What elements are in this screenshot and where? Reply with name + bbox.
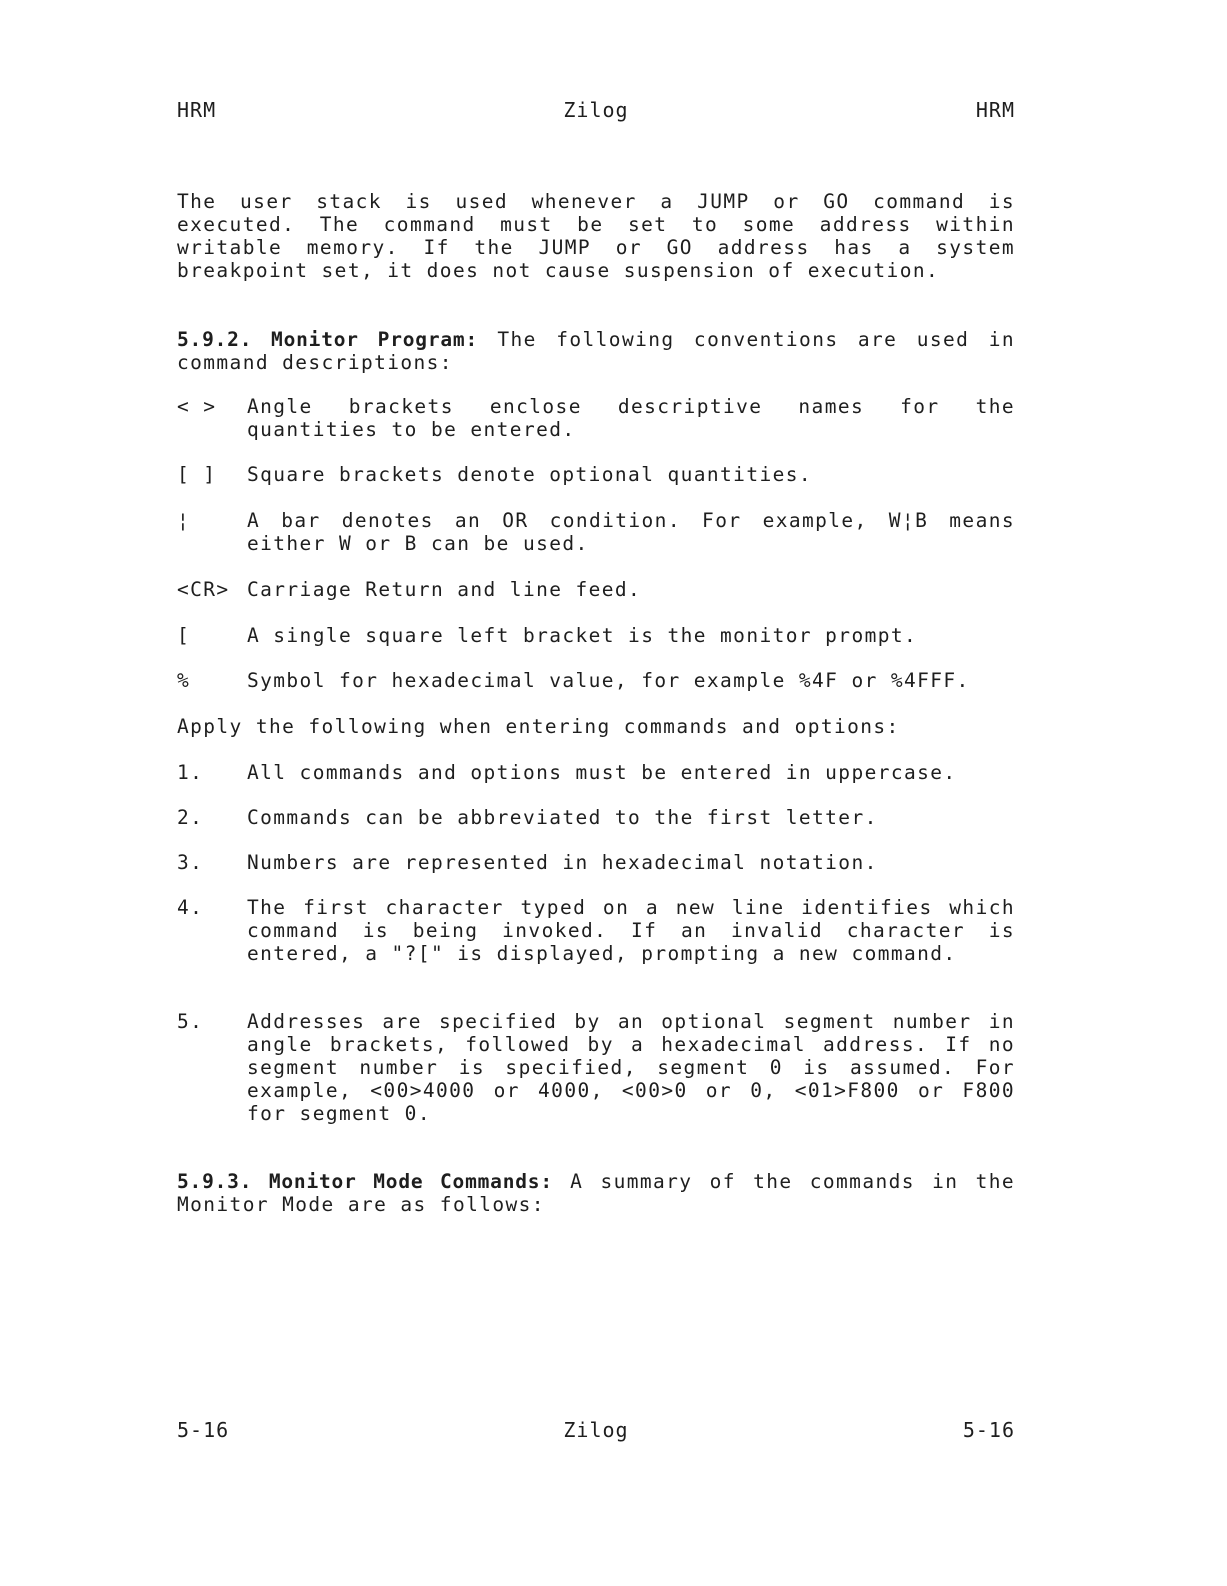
- convention-symbol: [ ]: [177, 463, 217, 486]
- section-5-9-3-text: A summary of the commands in the Monitor Mode are as follows:: [177, 1170, 1015, 1216]
- rule-number: 2.: [177, 806, 204, 829]
- rule-number: 4.: [177, 896, 204, 919]
- section-5-9-2-text: The following conventions are used in command descriptions:: [177, 328, 1015, 374]
- convention-text: Carriage Return and line feed.: [247, 578, 642, 601]
- rule-number: 5.: [177, 1010, 204, 1033]
- rule-text: The first character typed on a new line identifies which command is being invoked. If an invalid character is entered, a "?[" is displayed, prompting a new command.: [247, 896, 1015, 965]
- convention-symbol: <CR>: [177, 578, 230, 601]
- rule-number: 1.: [177, 761, 204, 784]
- rule-text: Addresses are specified by an optional segment number in angle brackets, followed by a hexadecimal address. If no segment number is specified, segment 0 is assumed. For example, <00>4000 or 4000, <00>0 or 0, <01>F800 or F800 for segment 0.: [247, 1010, 1015, 1125]
- section-5-9-3-heading: 5.9.3. Monitor Mode Commands:: [177, 1170, 553, 1193]
- rule-text: All commands and options must be entered in uppercase.: [247, 761, 957, 784]
- footer-left: 5-16: [177, 1418, 230, 1442]
- footer-right: 5-16: [962, 1418, 1015, 1442]
- convention-text: A single square left bracket is the monitor prompt.: [247, 624, 918, 647]
- header-right: HRM: [975, 98, 1015, 122]
- header-left: HRM: [177, 98, 217, 122]
- intro-text: The user stack is used whenever a JUMP or GO command is executed. The command must be set to some address within writable memory. If the JUMP or GO address has a system breakpoint set, it does not cause suspension of execution.: [177, 190, 1015, 282]
- section-5-9-3-paragraph: [177, 1170, 1015, 1216]
- page-header: [177, 98, 1015, 124]
- apply-text: Apply the following when entering commands and options:: [177, 715, 900, 738]
- page-footer: [177, 1418, 1015, 1444]
- section-5-9-2-heading: 5.9.2. Monitor Program:: [177, 328, 478, 351]
- section-5-9-3: [177, 1170, 1015, 1216]
- rule-number: 3.: [177, 851, 204, 874]
- convention-symbol: [: [177, 624, 191, 647]
- header-center: Zilog: [563, 98, 629, 122]
- convention-text: Square brackets denote optional quantities.: [247, 463, 813, 486]
- rule-text: Numbers are represented in hexadecimal notation.: [247, 851, 878, 874]
- section-5-9-2: [177, 328, 1015, 374]
- rule-text: Commands can be abbreviated to the first letter.: [247, 806, 878, 829]
- apply-paragraph: [177, 715, 1015, 738]
- convention-text: Symbol for hexadecimal value, for example %4F or %4FFF.: [247, 669, 970, 692]
- convention-symbol: < >: [177, 395, 217, 418]
- footer-center: Zilog: [563, 1418, 629, 1442]
- intro-paragraph: [177, 190, 1015, 282]
- convention-text: A bar denotes an OR condition. For example, W¦B means either W or B can be used.: [247, 509, 1015, 555]
- section-5-9-2-paragraph: [177, 328, 1015, 374]
- convention-text: Angle brackets enclose descriptive names for the quantities to be entered.: [247, 395, 1015, 441]
- convention-symbol: %: [177, 669, 191, 692]
- convention-symbol: ¦: [177, 509, 191, 532]
